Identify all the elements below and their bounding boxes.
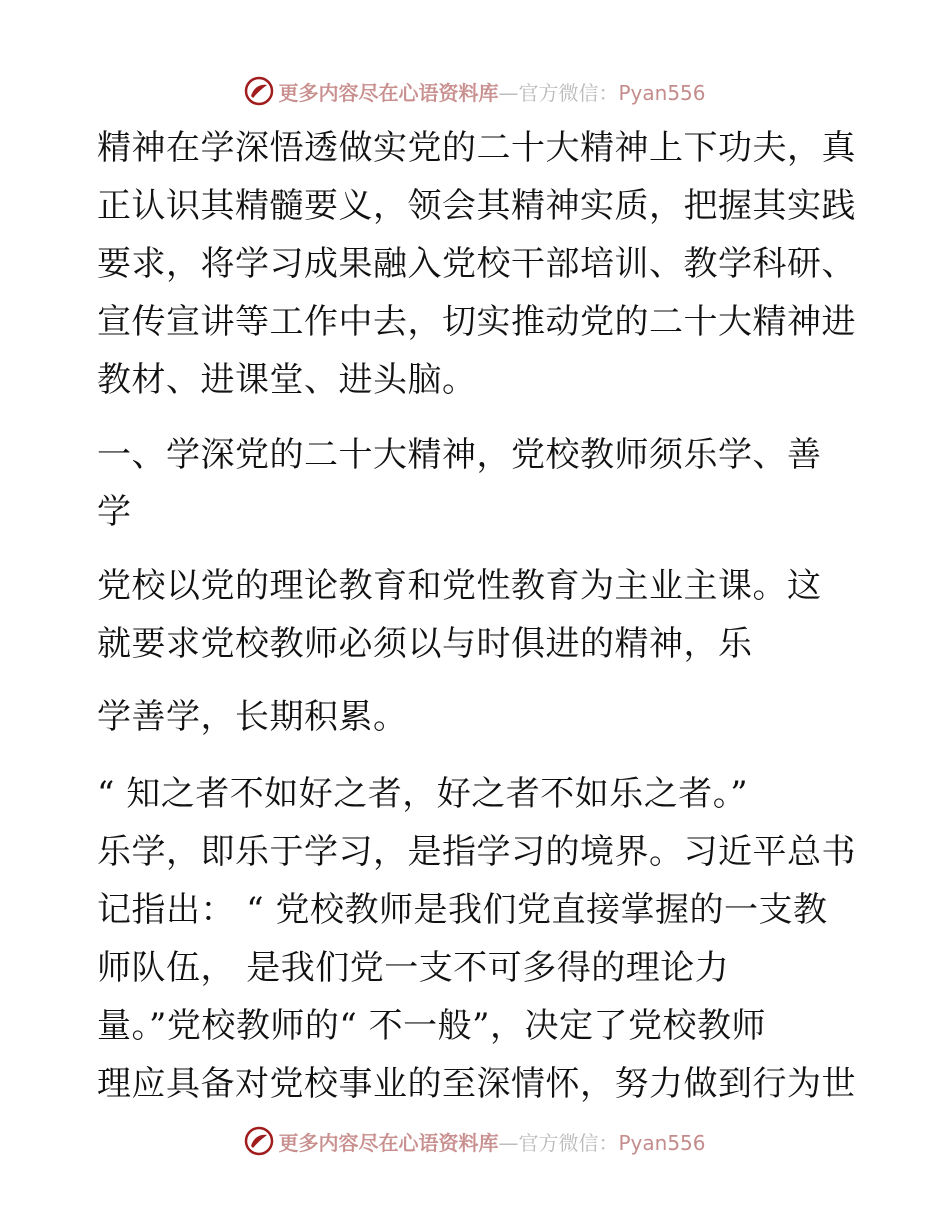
body-line: 就要求党校教师必须以与时俱进的精神，乐 [97, 624, 753, 664]
body-line: 记指出： “ 党校教师是我们党直接掌握的一支教 [97, 890, 828, 930]
watermark-text [278, 1127, 705, 1156]
body-line: 量。”党校教师的“ 不一般”，决定了党校教师 [97, 1006, 766, 1046]
body-line: “ 知之者不如好之者，好之者不如乐之者。” [97, 774, 749, 814]
watermark-wechat-id: Pyan556 [618, 1130, 706, 1155]
xinyu-logo-icon [244, 1126, 274, 1156]
body-line: 学善学，长期积累。 [97, 697, 408, 737]
body-line: 宣传宣讲等工作中去，切实推动党的二十大精神进 [97, 302, 856, 342]
body-line: 教材、进课堂、进头脑。 [97, 360, 477, 400]
body-line: 理应具备对党校事业的至深情怀，努力做到行为世 [97, 1064, 856, 1104]
watermark-label: 官方微信： [518, 1130, 619, 1155]
watermark-brand: 更多内容尽在心语资料库 [278, 1130, 499, 1155]
body-line: 要求，将学习成果融入党校干部培训、教学科研、 [97, 244, 856, 284]
watermark-brand: 更多内容尽在心语资料库 [278, 80, 499, 105]
watermark-label: 官方微信： [518, 80, 619, 105]
body-line: 师队伍， 是我们党一支不可多得的理论力 [97, 948, 730, 988]
watermark-separator: — [498, 80, 519, 105]
section-heading: 学 [97, 492, 132, 532]
body-line: 乐学，即乐于学习，是指学习的境界。习近平总书 [97, 832, 856, 872]
section-heading: 一、学深党的二十大精神，党校教师须乐学、善 [97, 435, 822, 475]
footer-watermark-banner [0, 1121, 950, 1161]
body-line: 正认识其精髓要义，领会其精神实质，把握其实践 [97, 186, 856, 226]
watermark-wechat-id: Pyan556 [618, 80, 706, 105]
body-line: 党校以党的理论教育和党性教育为主业主课。这 [97, 566, 822, 606]
body-line: 精神在学深悟透做实党的二十大精神上下功夫，真 [97, 128, 856, 168]
watermark-separator: — [498, 1130, 519, 1155]
